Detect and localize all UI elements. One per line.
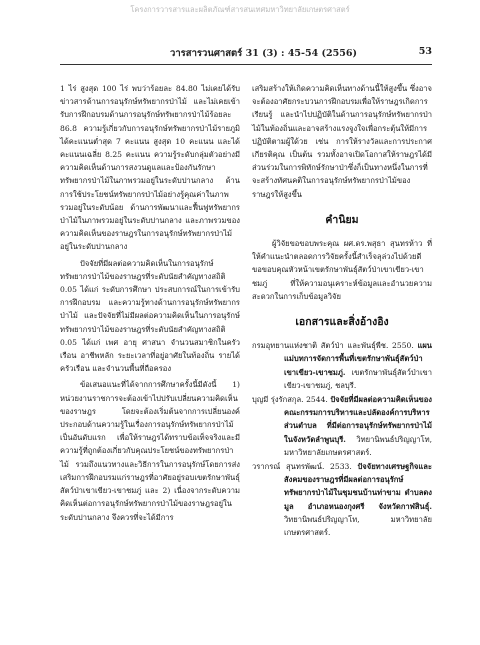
left-column: [60, 82, 240, 527]
reference-title: แผนแม่บทการจัดการพื้นที่เขตรักษาพันธุ์สัตว์ป่าเขาเขียว-เขาชมภู่.: [284, 341, 432, 377]
acknowledgement-text: ผู้วิจัยขอขอบพระคุณ ผศ.ดร.พสุธา สุนทรห้าว ที่ให้คำแนะนำตลอดการวิจัยครั้งนี้สำเร็จลุล่วงไปด้วยดี ขอขอบคุณหัวหน้าเขตรักษาพันธุ์สัตว์ป่าเขาเขียว-เขาชมภู่ ที่ให้ความอนุเคราะห์ข้อมูลและอำนวยความสะดวกในการเก็บข้อมูลวิจัย: [252, 239, 432, 301]
paragraph: ปัจจัยที่มีผลต่อความคิดเห็นในการอนุรักษ์ทรัพยากรป่าไม้ของราษฎรที่ระดับนัยสำคัญทางสถิติ 0.05 ได้แก่ ระดับการศึกษา ประสบการณ์ในการเข้ารับการฝึกอบรม และความรู้ทางด้านการอนุรักษ์ทรัพยากรป่าไม้ และปัจจัยที่ไม่มีผลต่อความคิดเห็นในการอนุรักษ์ทรัพยากรป่าไม้ของราษฎรที่ระดับนัยสำคัญทางสถิติ 0.05 ได้แก่ เพศ อายุ ศาสนา จำนวนสมาชิกในครัวเรือน อาชีพหลัก ระยะเวลาที่อยู่อาศัยในท้องถิ่น รายได้ครัวเรือน และจำนวนพื้นที่ถือครอง: [60, 258, 240, 374]
reference-entry: [252, 393, 432, 459]
paragraph: ข้อเสนอแนะที่ได้จากการศึกษาครั้งนี้มีดังนี้ 1) หน่วยงานราชการจะต้องเข้าไปปรับเปลี่ยนความคิดเห็นของราษฎร โดยจะต้องเริ่มต้นจากการเปลี่ยนองค์ประกอบด้านความรู้ในเรื่องการอนุรักษ์ทรัพยากรป่าไม้เป็นอันดับแรก เพื่อให้ราษฎรได้ทราบข้อเท็จจริงและมีความรู้ที่ถูกต้องเกี่ยวกับคุณประโยชน์ของทรัพยากรป่าไม้ รวมถึงแนวทางและวิธีการในการอนุรักษ์โดยการส่งเสริมการฝึกอบรมแก่ราษฎรที่อาศัยอยู่รอบเขตรักษาพันธุ์สัตว์ป่าเขาเขียว-เขาชมภู่ และ 2) เนื่องจากระดับความคิดเห็นต่อการอนุรักษ์ทรัพยากรป่าไม้ของราษฎรอยู่ในระดับปานกลาง จึงควรที่จะได้มีการ: [60, 380, 240, 522]
journal-citation: วารสารวนศาสตร์ 31 (3) : 45-54 (2556): [170, 48, 357, 59]
reference-author: วรากรณ์ สุนทรพัฒน์. 2533.: [252, 462, 352, 472]
paragraph: เสริมสร้างให้เกิดความคิดเห็นทางด้านนี้ให้สูงขึ้น ซึ่งอาจจะต้องอาศัยกระบวนการฝึกอบรมเพื่อให้ราษฎรเกิดการเรียนรู้ และนำไปปฏิบัติในด้านการอนุรักษ์ทรัพยากรป่าไม้ในท้องถิ่นและอาจสร้างแรงจูงใจเพื่อกระตุ้นให้มีการปฏิบัติตามผู้ใด้วย เช่น การให้รางวัลและการประกาศเกียรติคุณ เป็นต้น รวมทั้งอาจเปิดโอกาสให้ราษฎรได้มีส่วนร่วมในการพิทักษ์รักษาป่าซึ่งก็เป็นทางหนึ่งในการที่จะสร้างทัศนคติในการอนุรักษ์ทรัพยากรป่าไม้ของราษฎรให้สูงขึ้น: [252, 84, 432, 199]
header-rule: [60, 64, 432, 65]
watermark-text: โครงการวารสารและผลิตภัณฑ์สารสนเทศมหาวิทยาลัยเกษตรศาสตร์: [130, 5, 350, 14]
reference-author: บุญมี รุ่งรักสกุล. 2544.: [252, 395, 328, 405]
reference-title: ปัจจัยที่มีผลต่อความคิดเห็นของคณะกรรมการบริหารและปลัดองค์การบริหารส่วนตำบล ที่มีต่อการอนุรักษ์ทรัพยากรป่าไม้ในจังหวัดลำพูนบุรี.: [284, 395, 432, 444]
references-heading: เอกสารและสิ่งอ้างอิง: [295, 316, 389, 329]
paragraph: 1 ไร่ สูงสุด 100 ไร่ พบว่าร้อยละ 84.80 ไม่เคยได้รับข่าวสารด้านการอนุรักษ์ทรัพยากรป่าไม้ และไม่เคยเข้ารับการฝึกอบรมด้านการอนุรักษ์ทรัพยากรป่าไม้ร้อยละ 86.8 ความรู้เกี่ยวกับการอนุรักษ์ทรัพยากรป่าไม้รายภูมิได้คะแนนต่ำสุด 7 คะแนน สูงสุด 10 คะแนน และได้คะแนนเฉลี่ย 8.25 คะแนน ความรู้ระดับกลุ่มตัวอย่างมีความคิดเห็นด้านการสงวนดูแลและป้องกันรักษาทรัพยากรป่าไม้ในภาพรวมอยู่ในระดับปานกลาง ด้านการใช้ประโยชน์ทรัพยากรป่าไม้อย่างรู้คุณค่าในภาพรวมอยู่ในระดับน้อย ด้านการพัฒนาและฟื้นฟูทรัพยากรป่าไม้ในภาพรวมอยู่ในระดับปานกลาง และภาพรวมของความคิดเห็นของราษฎรในการอนุรักษ์ทรัพยากรป่าไม้อยู่ในระดับปานกลาง: [60, 84, 240, 252]
right-column: [252, 82, 432, 540]
reference-title: ปัจจัยทางเศรษฐกิจและสังคมของราษฎรที่มีผลต่อการอนุรักษ์ทรัพยากรป่าไม้ในชุมชนบ้านท่าขาม ตำบลดงมูล อำเภอหนองกุงศรี จังหวัดกาฬสินธุ์.: [284, 462, 432, 511]
page-number: 53: [418, 46, 432, 57]
acknowledgement-heading: คำนิยม: [325, 213, 359, 226]
reference-publisher: วิทยานิพนธ์ปริญญาโท, มหาวิทยาลัยเกษตรศาสตร์.: [284, 514, 432, 538]
running-header: [60, 46, 432, 60]
reference-publisher: เขตรักษาพันธุ์สัตว์ป่าเขาเขียว-เขาชมภู่, ชลบุรี.: [284, 367, 432, 390]
reference-publisher: วิทยานิพนธ์ปริญญาโท, มหาวิทยาลัยเกษตรศาสตร์.: [284, 434, 432, 457]
reference-entry: [252, 460, 432, 539]
reference-author: กรมอุทยานแห่งชาติ สัตว์ป่า และพันธุ์พืช. 2550.: [252, 341, 414, 351]
reference-entry: [252, 339, 432, 392]
